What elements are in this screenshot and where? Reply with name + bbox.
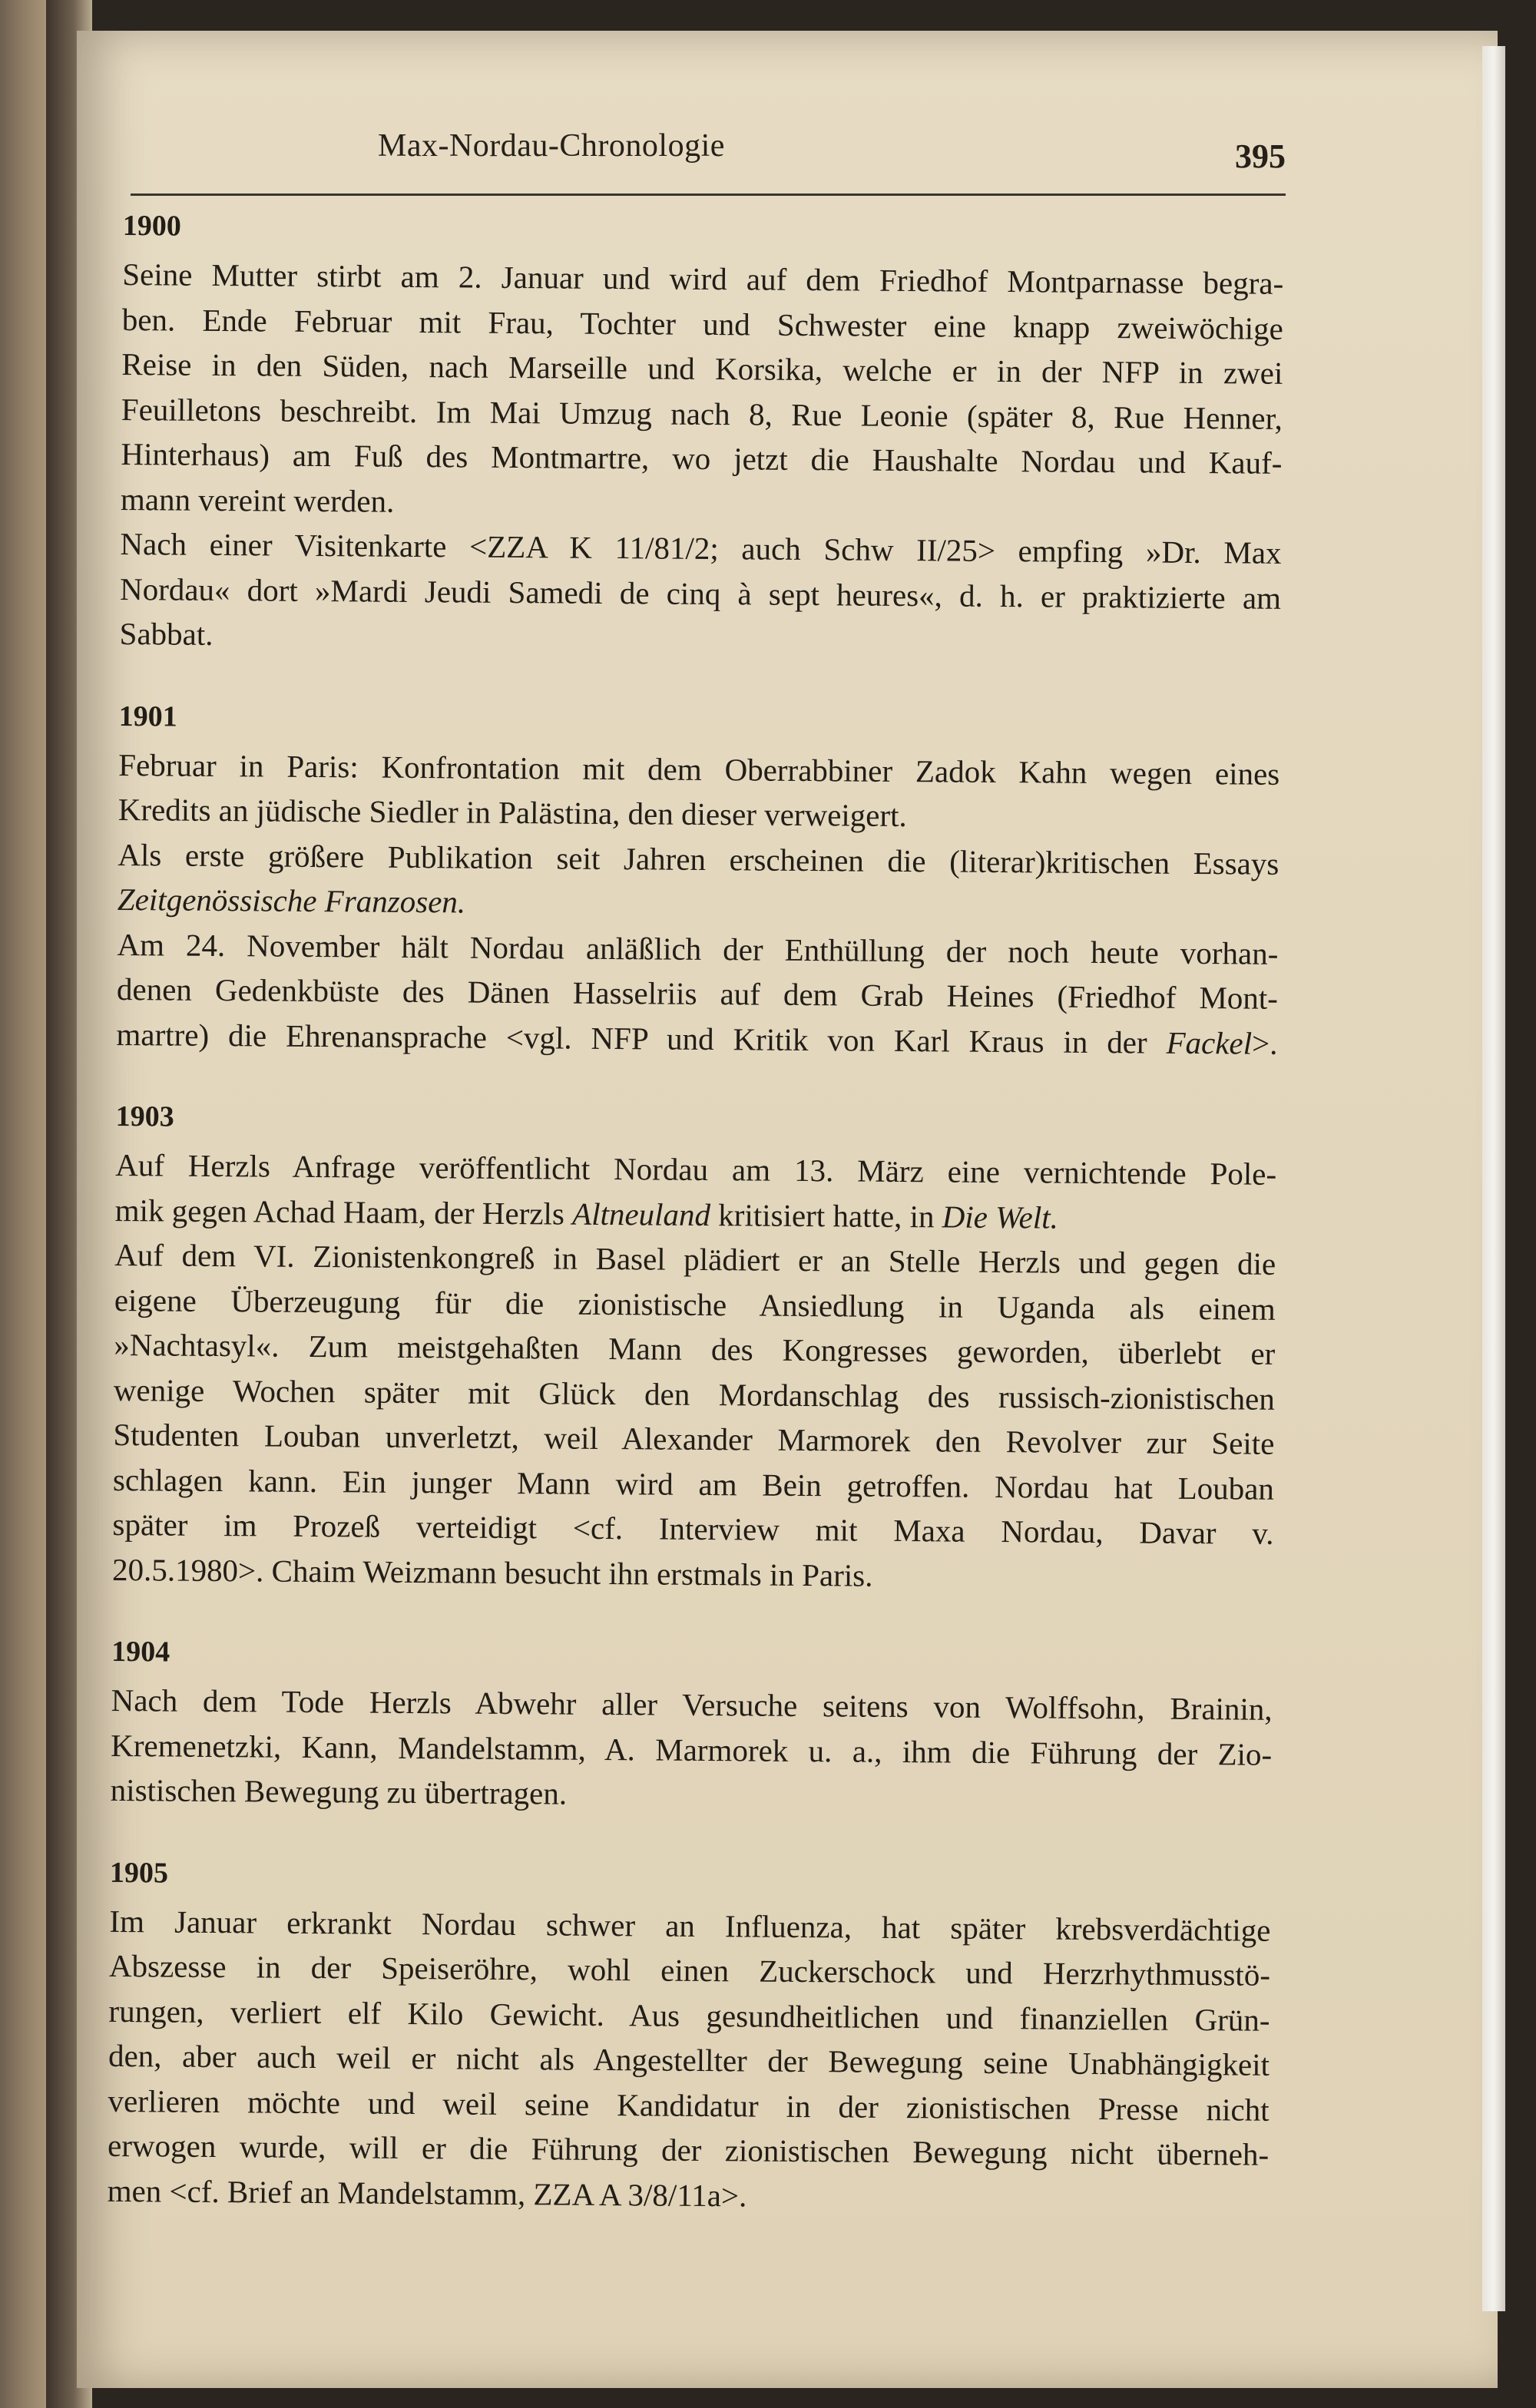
text-line: Auf Herzls Anfrage veröffentlicht Nordau am 13. März eine vernichtende Pole- [115, 1146, 1277, 1192]
book-title-altneuland: Altneuland [571, 1196, 711, 1232]
text-line: Als erste größere Publikation seit Jahren erscheinen die (literar)kritischen Essays [118, 836, 1279, 882]
paragraph [119, 521, 1281, 665]
paragraph [118, 742, 1280, 841]
year-heading: 1903 [115, 1100, 174, 1133]
chronology-body [107, 206, 1284, 2262]
text-line: denen Gedenkbüste des Dänen Hasselriis auf dem Grab Heines (Friedhof Mont- [116, 971, 1279, 1016]
text-segment: martre) die Ehrenansprache <vgl. NFP und Kritik von Karl Kraus in der [116, 1016, 1147, 1060]
book-title-zeitgenoessische-franzosen: Zeitgenössische Franzosen. [117, 881, 466, 920]
text-line: Nach dem Tode Herzls Abwehr aller Versuche seitens von Wolffsohn, Brainin, [111, 1682, 1273, 1727]
text-segment: mik gegen Achad Haam, der Herzls [114, 1192, 565, 1232]
text-line: Studenten Louban unverletzt, weil Alexander Marmorek den Revolver zur Seite [113, 1416, 1275, 1461]
paragraph [112, 1232, 1276, 1601]
text-line: Kredits an jüdische Siedler in Palästina, den dieser verweigert. [118, 791, 907, 834]
chronology-entry-1903 [112, 1096, 1277, 1601]
text-line: »Nachtasyl«. Zum meistgehaßten Mann des Kongresses geworden, überlebt er [114, 1326, 1276, 1371]
paragraph [111, 1678, 1273, 1821]
text-line: ben. Ende Februar mit Frau, Tochter und Schwester eine knapp zweiwöchige [121, 301, 1283, 346]
previous-page-edge [0, 0, 46, 2408]
year-heading: 1900 [122, 209, 181, 243]
paragraph [116, 921, 1278, 1065]
text-line: Im Januar erkrankt Nordau schwer an Influenza, hat später krebsverdächtige [109, 1903, 1271, 1948]
text-line: 20.5.1980>. Chaim Weizmann besucht ihn erstmals in Paris. [111, 1551, 873, 1593]
year-heading: 1901 [118, 700, 177, 733]
text-line: mann vereint werden. [120, 481, 395, 519]
page-number: 395 [1235, 137, 1286, 175]
text-line: eigene Überzeugung für die zionistische Ansiedlung in Uganda als einem [114, 1282, 1276, 1327]
chronology-entry-1900 [119, 206, 1284, 665]
text-line: nistischen Bewegung zu übertragen. [110, 1771, 568, 1811]
text-line: Reise in den Süden, nach Marseille und Korsika, welche er in der NFP in zwei [121, 346, 1283, 391]
text-line: rungen, verliert elf Kilo Gewicht. Aus gesundheitlichen und finanziellen Grün- [108, 1993, 1270, 2038]
year-heading: 1904 [111, 1635, 170, 1669]
text-segment: >. [1251, 1025, 1278, 1061]
text-line: Seine Mutter stirbt am 2. Januar und wird auf dem Friedhof Montparnasse begra- [122, 256, 1284, 301]
text-line: men <cf. Brief an Mandelstamm, ZZA A 3/8/11a>. [107, 2172, 747, 2213]
text-line: Feuilletons beschreibt. Im Mai Umzug nach 8, Rue Leonie (später 8, Rue Henner, [121, 391, 1283, 436]
text-line: Nach einer Visitenkarte <ZZA K 11/81/2; auch Schw II/25> empfing »Dr. Max [120, 525, 1282, 571]
paragraph [107, 1898, 1270, 2221]
text-line: schlagen kann. Ein junger Mann wird am Bein getroffen. Nordau hat Louban [112, 1461, 1275, 1507]
page-stack-edge [1482, 46, 1505, 2311]
text-segment: kritisiert hatte, in [718, 1196, 935, 1234]
text-line: Hinterhaus) am Fuß des Montmartre, wo jetzt die Haushalte Nordau und Kauf- [121, 435, 1283, 481]
text-line: den, aber auch weil er nicht als Angestellter der Bewegung seine Unabhängigkeit [108, 2037, 1270, 2082]
running-header [131, 124, 1286, 196]
text-line: Nordau« dort »Mardi Jeudi Samedi de cinq à sept heures«, d. h. er praktizierte am [119, 571, 1282, 616]
chronology-entry-1901 [116, 696, 1280, 1065]
text-line: verlieren möchte und weil seine Kandidatur in der zionistischen Presse nicht [108, 2082, 1270, 2128]
text-line: Auf dem VI. Zionistenkongreß in Basel plädiert er an Stelle Herzls und gegen die [114, 1236, 1276, 1282]
chronology-entry-1904 [111, 1632, 1273, 1821]
text-line: später im Prozeß verteidigt <cf. Interview mit Maxa Nordau, Davar v. [112, 1506, 1274, 1551]
text-line: Sabbat. [119, 615, 214, 652]
text-line [116, 1011, 1277, 1065]
year-heading: 1905 [109, 1856, 169, 1890]
text-line: Am 24. November hält Nordau anläßlich der Enthüllung der noch heute vorhan- [117, 926, 1279, 971]
running-title: Max-Nordau-Chronologie [378, 128, 725, 164]
paragraph [114, 1143, 1276, 1242]
text-line: wenige Wochen später mit Glück den Mordanschlag des russisch-zionistischen [113, 1371, 1276, 1417]
journal-title-fackel: Fackel [1166, 1024, 1253, 1061]
paragraph [118, 832, 1279, 931]
paragraph [121, 252, 1284, 531]
text-line: Februar in Paris: Konfrontation mit dem Oberrabbiner Zadok Kahn wegen eines [118, 746, 1280, 792]
text-line: Kremenetzki, Kann, Mandelstamm, A. Marmorek u. a., ihm die Führung der Zio- [111, 1727, 1273, 1772]
text-line: erwogen wurde, will er die Führung der zionistischen Bewegung nicht überneh- [107, 2127, 1270, 2172]
chronology-entry-1905 [107, 1852, 1271, 2221]
journal-title-die-welt: Die Welt. [942, 1198, 1059, 1235]
text-line: Abszesse in der Speiseröhre, wohl einen Zuckerschock und Herzrhythmusstö- [108, 1947, 1271, 1993]
